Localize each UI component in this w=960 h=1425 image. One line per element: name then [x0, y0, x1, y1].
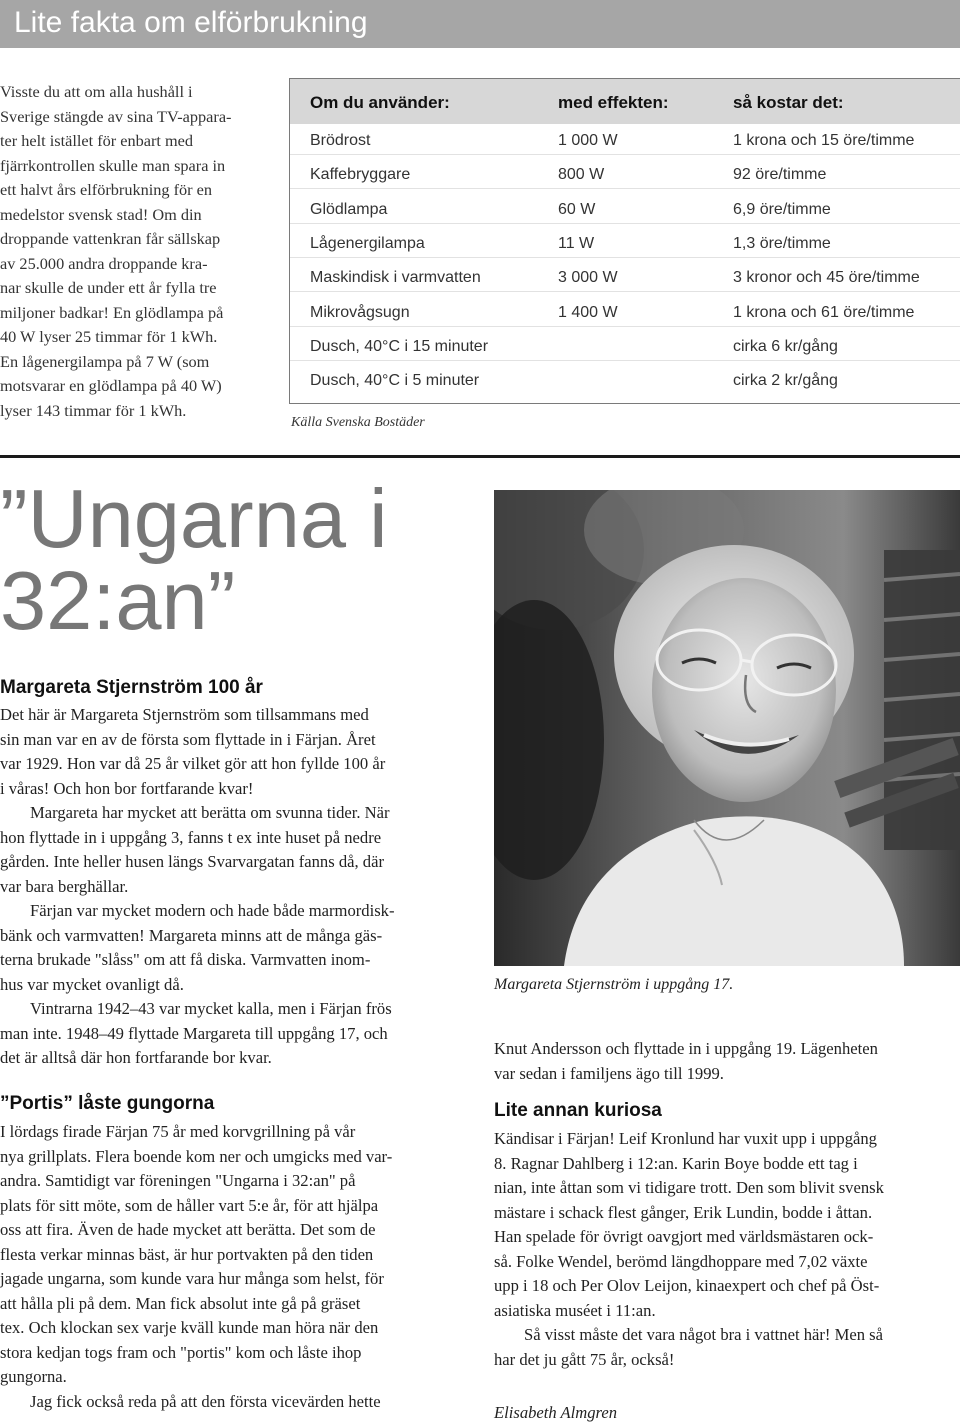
cell-cost: 1 krona och 15 öre/timme: [733, 132, 915, 149]
table-header: [290, 79, 960, 124]
cell-appliance: Brödrost: [310, 132, 371, 149]
text-line: droppande vattenkran får sällskap: [0, 229, 221, 248]
portrait-illustration: [494, 490, 960, 966]
text-line: Han spelade för övrigt oavgjort med världsmästaren ock-: [494, 1227, 874, 1246]
text-line: medelstor svensk stad! Om din: [0, 204, 202, 224]
article-portis: [0, 1120, 470, 1414]
text-line: att hålla pli på dem. Man fick absolut inte gå på gräset: [0, 1293, 361, 1313]
text-line: i våras! Och hon bor fortfarande kvar!: [0, 778, 254, 798]
paragraph-1: [0, 703, 470, 801]
subheading-margareta: Margareta Stjernström 100 år: [0, 677, 263, 698]
paragraph-4: [0, 997, 470, 1071]
row-separator: [290, 154, 960, 155]
text-line: av 25.000 andra droppande kra-: [0, 253, 208, 273]
cell-power: 3 000 W: [558, 269, 618, 287]
text-line: nya grillplats. Flera boende kom ner och umgicks med var-: [0, 1146, 393, 1166]
header-appliance: Om du använder:: [310, 93, 450, 112]
photo-caption: Margareta Stjernström i uppgång 17.: [494, 976, 734, 993]
text-line: Margareta har mycket att berätta om svunna tider. När: [30, 803, 390, 822]
text-line: Vintrarna 1942–43 var mycket kalla, men i Färjan frös: [30, 999, 392, 1018]
cell-appliance: Dusch, 40°C i 5 minuter: [310, 372, 480, 390]
text-line: miljoner badkar! En glödlampa på: [0, 302, 224, 322]
row-separator: [290, 360, 960, 361]
table-row: [290, 261, 960, 295]
paragraph-5: [0, 1120, 470, 1390]
cell-cost: 6,9 öre/timme: [733, 200, 831, 218]
text-line: 40 W lyser 25 timmar för 1 kWh.: [0, 327, 218, 346]
paragraph-kuriosa-2: [494, 1323, 960, 1372]
table-row: [290, 364, 960, 398]
cell-appliance: Dusch, 40°C i 15 minuter: [310, 337, 489, 355]
cell-appliance: Lågenergilampa: [310, 234, 425, 252]
text-line: hon flyttade in i uppgång 3, fanns t ex inte huset på nedre: [0, 827, 382, 847]
text-line: var bara berghällar.: [0, 876, 129, 896]
text-line: så. Folke Wendel, berömd längdhoppare med 7,02 växte: [494, 1251, 868, 1271]
text-line: gården. Inte heller husen längs Svarvargatan fanns då, där: [0, 852, 384, 871]
text-line: har det ju gått 75 år, också!: [494, 1349, 675, 1369]
header-cost: så kostar det:: [733, 93, 844, 112]
text-line: var sedan i familjens ägo till 1999.: [494, 1063, 724, 1083]
cell-appliance: Kaffebryggare: [310, 166, 411, 184]
text-line: stora kedjan togs fram och "portis" kom och låste ihop: [0, 1342, 362, 1362]
table-row: [290, 158, 960, 192]
text-line: motsvarar en glödlampa på 40 W): [0, 376, 222, 395]
paragraph-6: [0, 1390, 470, 1415]
section-divider: [0, 455, 960, 458]
cell-cost: cirka 6 kr/gång: [733, 337, 838, 355]
text-line: I lördags firade Färjan 75 år med korvgrillning på vår: [0, 1122, 356, 1141]
row-separator: [290, 326, 960, 327]
text-line: oss att fira. Även de hade mycket att berätta. Det som de: [0, 1220, 376, 1239]
paragraph-2: [0, 801, 470, 899]
table-source: Källa Svenska Bostäder: [291, 415, 425, 430]
page-title: Lite fakta om elförbrukning: [14, 6, 368, 39]
text-line: jagade ungarna, som kunde vara hur många som helst, för: [0, 1269, 384, 1288]
text-line: sin man var en av de första som flyttade in i Färjan. Året: [0, 729, 376, 749]
text-line: terna brukade "slåss" om att få diska. Varmvatten inom-: [0, 950, 371, 969]
text-line: gungorna.: [0, 1367, 67, 1386]
cell-power: 11 W: [558, 234, 595, 252]
text-line: En lågenergilampa på 7 W (som: [0, 351, 210, 371]
intro-paragraph: [0, 80, 280, 423]
header-power: med effekten:: [558, 93, 669, 112]
text-line: nar skulle de under ett år fylla tre: [0, 278, 217, 297]
row-separator: [290, 188, 960, 189]
cell-cost: 1 krona och 61 öre/timme: [733, 303, 915, 321]
text-line: Visste du att om alla hushåll i: [0, 82, 193, 101]
text-line: Så visst måste det vara något bra i vattnet här! Men så: [524, 1325, 883, 1344]
text-line: plats för sitt möte, som de håller vart 5:e år, för att hjälpa: [0, 1195, 379, 1215]
text-line: tex. Och klockan sex varje kväll kunde man höra när den: [0, 1318, 379, 1337]
text-line: flesta verkar minnas bäst, är hur portvakten på den tiden: [0, 1244, 374, 1264]
table-row: [290, 227, 960, 261]
cell-cost: 3 kronor och 45 öre/timme: [733, 269, 920, 287]
header-bar: [0, 0, 960, 48]
cell-power: 1 400 W: [558, 303, 618, 321]
cell-power: 800 W: [558, 166, 605, 184]
text-line: bänk och varmvatten! Margareta minns att de många gäs-: [0, 925, 383, 945]
author-byline: Elisabeth Almgren: [494, 1403, 618, 1422]
cell-appliance: Mikrovågsugn: [310, 303, 410, 321]
paragraph-3: [0, 899, 470, 997]
cell-power: 1 000 W: [558, 132, 618, 149]
cell-appliance: Glödlampa: [310, 200, 388, 218]
article-knut: [494, 1037, 960, 1086]
text-line: ett halvt års elförbrukning för en: [0, 180, 213, 199]
article-headline: [0, 472, 480, 647]
text-line: fjärrkontrollen skulle man spara in: [0, 155, 226, 175]
table-row: [290, 296, 960, 330]
article-margareta: [0, 703, 470, 1071]
article-kuriosa: [494, 1127, 960, 1372]
text-line: Sverige stängde av sina TV-appara-: [0, 106, 232, 126]
paragraph-kuriosa: [494, 1127, 960, 1323]
text-line: Färjan var mycket modern och hade både marmordisk-: [30, 901, 395, 920]
cell-appliance: Maskindisk i varmvatten: [310, 269, 481, 287]
cell-cost: cirka 2 kr/gång: [733, 372, 838, 390]
text-line: Det här är Margareta Stjernström som tillsammans med: [0, 705, 369, 724]
headline-line-1: ”Ungarna i: [0, 472, 388, 565]
headline-line-2: 32:an”: [0, 554, 236, 647]
text-line: andra. Samtidigt var föreningen "Ungarna i 32:an" på: [0, 1171, 356, 1190]
row-separator: [290, 223, 960, 224]
text-line: ter helt istället för enbart med: [0, 131, 194, 150]
table-row: [290, 330, 960, 364]
row-separator: [290, 291, 960, 292]
subheading-kuriosa: Lite annan kuriosa: [494, 1100, 662, 1121]
text-line: mästare i schack flest gånger, Erik Lundin, bodde i åttan.: [494, 1202, 873, 1222]
text-line: man inte. 1948–49 flyttade Margareta till uppgång 17, och: [0, 1023, 388, 1043]
cell-cost: 92 öre/timme: [733, 166, 827, 184]
text-line: Jag fick också reda på att den första vicevärden hette: [30, 1391, 381, 1411]
text-line: Kändisar i Färjan! Leif Kronlund har vuxit upp i uppgång: [494, 1129, 877, 1148]
table-row: [290, 193, 960, 227]
subheading-portis: ”Portis” låste gungorna: [0, 1093, 215, 1114]
text-line: var 1929. Hon var då 25 år vilket gör att hon fyllde 100 år: [0, 754, 386, 773]
portrait-photo: [494, 490, 960, 966]
cell-cost: 1,3 öre/timme: [733, 234, 831, 252]
text-line: nian, inte åttan som vi tidigare trott. Den som blivit svensk: [494, 1178, 884, 1197]
text-line: asiatiska muséet i 11:an.: [494, 1300, 656, 1320]
energy-cost-table: [289, 78, 960, 404]
paragraph-knut: [494, 1037, 960, 1086]
text-line: Knut Andersson och flyttade in i uppgång 19. Lägenheten: [494, 1039, 878, 1058]
text-line: hus var mycket ovanligt då.: [0, 974, 184, 994]
text-line: 8. Ragnar Dahlberg i 12:an. Karin Boye bodde ett tag i: [494, 1153, 858, 1173]
text-line: upp i 18 och Per Olov Leijon, kinaexpert och chef på Öst-: [494, 1276, 880, 1295]
text-line: lyser 143 timmar för 1 kWh.: [0, 400, 187, 420]
text-line: det är alltså där hon fortfarande bor kvar.: [0, 1048, 272, 1067]
row-separator: [290, 257, 960, 258]
cell-power: 60 W: [558, 200, 596, 218]
table-row: [290, 124, 960, 158]
